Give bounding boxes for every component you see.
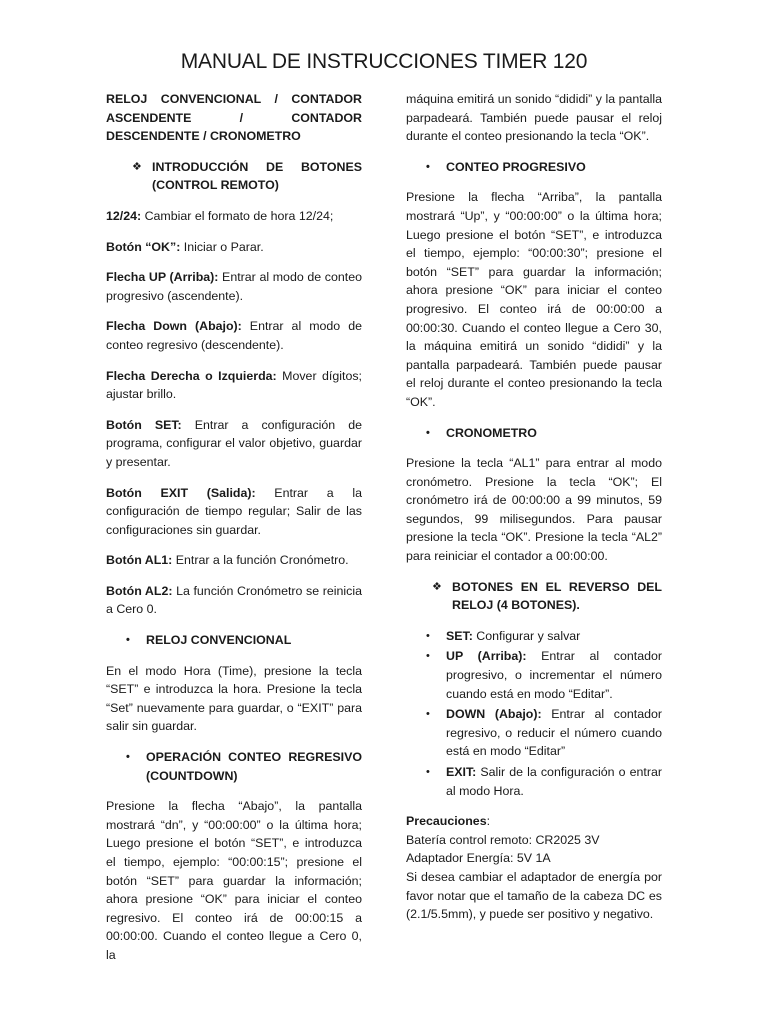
- main-heading: RELOJ CONVENCIONAL / CONTADOR ASCENDENTE / CONTADOR DESCENDENTE / CRONOMETRO: [106, 92, 362, 144]
- section-clock: [106, 631, 362, 650]
- section-title: RELOJ CONVENCIONAL: [146, 633, 292, 648]
- button-text: Mover dígitos; ajustar brillo.: [106, 368, 362, 402]
- button-text: Entrar a la configuración de tiempo regular; Salir de las configuraciones sin guardar.: [106, 485, 362, 537]
- button-desc-al1: [106, 551, 362, 570]
- section-title: CONTEO PROGRESIVO: [446, 159, 586, 174]
- button-text: Entrar al contador regresivo, o reducir el número cuando está en modo “Editar”: [446, 707, 662, 759]
- button-text: Iniciar o Parar.: [180, 239, 264, 254]
- chronometer-paragraph: Presione la tecla “AL1” para entrar al modo cronómetro. Presione la tecla “OK”; El cronómetro irá de 00:00:00 a 99 minutos, 59 segundos, 99 milisegundos. Para pausar presione la tecla “OK”. Presione la tecla “AL2” para reiniciar el contador a 00:00:00.: [406, 456, 662, 564]
- bullet-icon: •: [126, 751, 130, 764]
- right-column: [406, 90, 662, 924]
- button-label: Flecha Down (Abajo):: [106, 319, 242, 334]
- precautions-heading: [406, 812, 662, 831]
- countdown-paragraph: Presione la flecha “Abajo”, la pantalla mostrará “dn”, y “00:00:00” o la última hora; Luego presione el botón “SET”, e introduzca el tiempo, ejemplo: “00:00:15”; presione el botón “SET” para guardar la información; ahora presione “OK” para iniciar el conteo regresivo. El conteo irá de 00:00:15 a 00:00:00. Cuando el conteo llegue a Cero 0, la: [106, 799, 362, 962]
- diamond-bullet-icon: ❖: [132, 160, 142, 173]
- bullet-icon: •: [426, 766, 430, 778]
- button-text: Salir de la configuración o entrar al modo Hora.: [446, 765, 662, 798]
- countdown-paragraph-continued: máquina emitirá un sonido “dididi” y la pantalla parpadeará. También puede pausar el reloj durante el conteo presionando la tecla “OK”.: [406, 92, 662, 144]
- button-label: Flecha UP (Arriba):: [106, 270, 219, 285]
- document-title: MANUAL DE INSTRUCCIONES TIMER 120: [180, 50, 588, 73]
- button-label: Flecha Derecha o Izquierda:: [106, 368, 277, 383]
- button-label: EXIT:: [446, 765, 477, 779]
- button-text: Entrar al contador progresivo, o incrementar el número cuando está en modo “Editar”.: [446, 649, 662, 701]
- button-desc-set: [106, 416, 362, 472]
- button-text: Entrar a configuración de programa, configurar el valor objetivo, guardar y presentar.: [106, 417, 362, 469]
- section-countup: [406, 158, 662, 177]
- button-label: DOWN (Abajo):: [446, 707, 542, 722]
- button-text: Cambiar el formato de hora 12/24;: [141, 208, 334, 223]
- bullet-icon: •: [426, 708, 430, 721]
- precautions-colon: :: [486, 814, 491, 829]
- section-countdown: [106, 748, 362, 785]
- button-text: Entrar al modo de conteo progresivo (ascendente).: [106, 270, 362, 303]
- section-chronometer: [406, 424, 662, 443]
- bullet-icon: •: [426, 426, 430, 439]
- bullet-icon: •: [426, 650, 430, 663]
- button-desc-exit: [106, 484, 362, 540]
- back-buttons-list: [406, 627, 662, 800]
- section-intro-buttons: [106, 158, 362, 195]
- button-desc-ok: [106, 238, 362, 257]
- button-label: SET:: [446, 628, 473, 643]
- button-text: Entrar al modo de conteo regresivo (descendente).: [106, 319, 362, 352]
- section-title: OPERACIÓN CONTEO REGRESIVO (COUNTDOWN): [146, 750, 362, 783]
- list-item: [406, 627, 662, 646]
- bullet-icon: •: [426, 629, 430, 642]
- section-title: INTRODUCCIÓN DE BOTONES (CONTROL REMOTO): [152, 159, 362, 193]
- button-desc-down: [106, 317, 362, 354]
- button-desc-left-right: [106, 367, 362, 404]
- button-desc-al2: [106, 582, 362, 619]
- list-item: [406, 647, 662, 703]
- button-label: Botón EXIT (Salida):: [106, 485, 256, 500]
- button-label: UP (Arriba):: [446, 649, 527, 664]
- countup-paragraph: Presione la flecha “Arriba”, la pantalla mostrará “Up”, y “00:00:00” o la última hora; Luego presione el botón “SET”, e introduzca el tiempo, ejemplo: “00:00:30”; presione el botón “SET” para guardar la información; ahora presione “OK” para iniciar el conteo progresivo. El conteo irá de 00:00:00 a 00:00:30. Cuando el conteo llegue a Cero 30, la máquina emitirá un sonido “dididi” y la pantalla parpadeará. También puede pausar el reloj durante el conteo presionando la tecla “OK”.: [406, 190, 662, 409]
- button-desc-12-24: [106, 207, 362, 226]
- button-text: Configurar y salvar: [472, 628, 581, 643]
- list-item: [406, 705, 662, 761]
- button-text: La función Cronómetro se reinicia a Cero 0.: [106, 583, 362, 617]
- bullet-icon: •: [426, 160, 430, 173]
- precaution-line: Adaptador Energía: 5V 1A: [406, 851, 551, 866]
- precaution-line: Si desea cambiar el adaptador de energía por favor notar que el tamaño de la cabeza DC es (2.1/5.5mm), y puede ser positivo y negativo.: [406, 869, 662, 922]
- button-label: Botón AL2:: [106, 583, 173, 598]
- button-label: Botón SET:: [106, 417, 182, 432]
- button-label: Botón “OK”:: [106, 239, 181, 254]
- precautions-label: Precauciones: [406, 814, 487, 829]
- left-column: [106, 90, 362, 977]
- button-text: Entrar a la función Cronómetro.: [172, 553, 349, 568]
- diamond-bullet-icon: ❖: [432, 580, 442, 593]
- section-title: BOTONES EN EL REVERSO DEL RELOJ (4 BOTONES).: [452, 579, 662, 613]
- bullet-icon: •: [126, 634, 130, 647]
- button-desc-up: [106, 268, 362, 305]
- button-label: 12/24:: [106, 208, 142, 223]
- button-label: Botón AL1:: [106, 553, 173, 568]
- clock-paragraph: En el modo Hora (Time), presione la tecla “SET” e introduzca la hora. Presione la tecla “Set” nuevamente para guardar, o “EXIT” para salir sin guardar.: [106, 663, 362, 734]
- section-title: CRONOMETRO: [446, 425, 537, 440]
- precautions-block: [406, 812, 662, 924]
- list-item: [406, 763, 662, 800]
- precaution-line: Batería control remoto: CR2025 3V: [406, 832, 600, 847]
- section-back-buttons: [406, 578, 662, 615]
